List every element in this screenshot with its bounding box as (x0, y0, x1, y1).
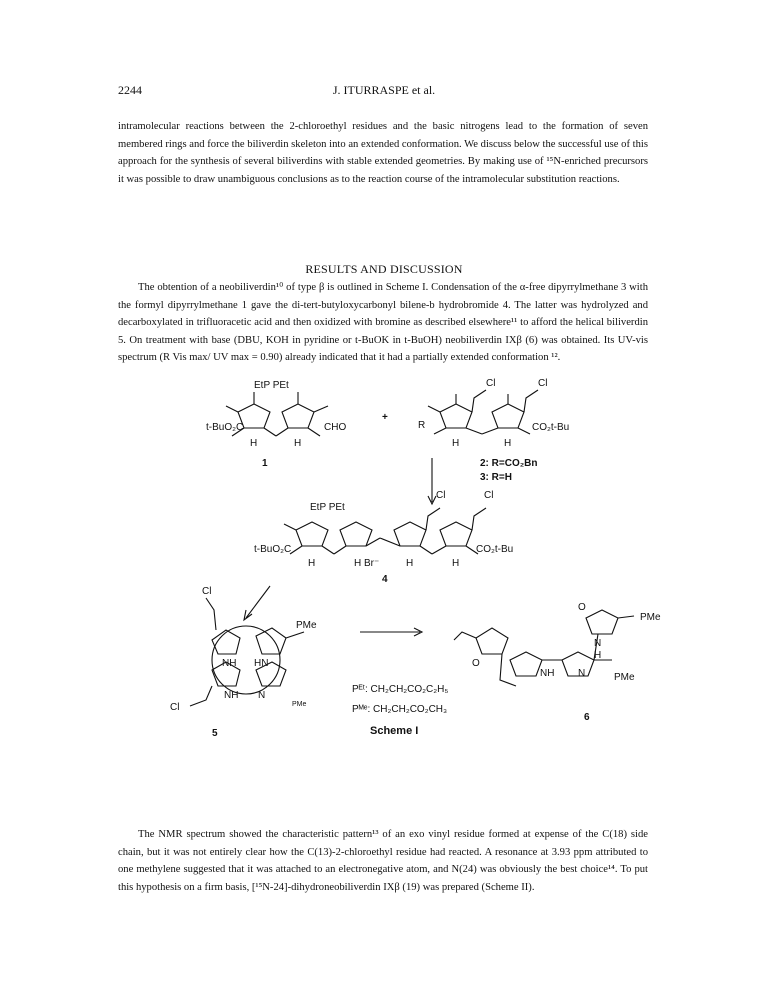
compound-4-label: 4 (382, 574, 388, 585)
c1-nh: H (250, 438, 258, 449)
c1-right: CHO (324, 422, 347, 433)
pyrrole-ring (440, 404, 472, 428)
c6-pme: PMe (640, 612, 661, 623)
c23-nh: H (452, 438, 460, 449)
c6-nh: NH (540, 668, 555, 679)
c5-nh23: NH (224, 690, 239, 701)
c5-cl: Cl (170, 702, 180, 713)
pyrrole-ring (296, 522, 328, 546)
scheme-title: Scheme I (370, 725, 419, 737)
c5-hn21: HN (254, 658, 269, 669)
c4-h: H (406, 558, 414, 569)
c6-h: H (594, 650, 602, 661)
running-header: J. ITURRASPE et al. (332, 83, 436, 97)
c4-right: CO₂t-Bu (476, 544, 514, 555)
plus-sign: + (382, 412, 388, 423)
c5-pme: PMe (296, 620, 317, 631)
legend-pme: Pᴹᵉ: CH₂CH₂CO₂CH₃ (352, 704, 448, 715)
compound-1-label: 1 (262, 458, 268, 469)
compound-5-label: 5 (212, 728, 218, 739)
section-heading: RESULTS AND DISCUSSION (305, 262, 463, 276)
c1-nh: H (294, 438, 302, 449)
c1-left: t-BuO₂C (206, 422, 244, 433)
page-number: 2244 (118, 83, 142, 97)
pyrrole-ring (492, 404, 524, 428)
paragraph-nmr (118, 826, 648, 896)
c5-nh24: NH (222, 658, 237, 669)
paragraph-results-text: The obtention of a neobiliverdin¹⁰ of type β is outlined in Scheme I. Condensation of the α-free dipyrrylmethane 3 with the formyl dipyrrylmethane 1 gave the di-tert-butyloxycarbonyl bilene-b hydrobromide 4. The latter was hydrolyzed and decarboxylated in trifluoracetic acid and then oxidized with bromine as described elsewhere¹¹ to afford the helical biliverdin 5. On treatment with base (DBU, KOH in pyridine or t-BuOK in t-BuOH) neobiliverdin IXβ (6) was obtained. Its UV-vis spectrum (R Vis max/ UV max = 0.90) already indicated that it had a partially extended conformation ¹². (118, 282, 648, 363)
c4-cl: Cl (484, 490, 494, 501)
c5-n22: N (258, 690, 266, 701)
c6-o: O (472, 658, 480, 669)
compound-6-label: 6 (584, 712, 590, 723)
c4-left: t-BuO₂C (254, 544, 292, 555)
scheme-figure (0, 370, 768, 790)
c4-h: H (308, 558, 316, 569)
paragraph-results (118, 279, 648, 367)
compound-3-label: 3: R=H (480, 472, 512, 483)
c23-right: CO₂t-Bu (532, 422, 570, 433)
c6-pme: PMe (614, 672, 635, 683)
c6-n: N (578, 668, 586, 679)
c23-cl: Cl (486, 378, 496, 389)
paragraph-intro (118, 118, 648, 188)
pyrrole-ring (440, 522, 472, 546)
c4-hbr: H Br⁻ (354, 558, 380, 569)
paragraph-nmr-text: The NMR spectrum showed the characteristic pattern¹³ of an exo vinyl residue formed at expense of the C(18) side chain, but it was not entirely clear how the C(13)-2-chloroethyl residue had reacted. A resonance at 3.93 ppm attributed to one methylene suggested that it was attached to an electronegative atom, and N(24) was obviously the best choice¹⁴. To put this hypothesis on a firm basis, [¹⁵N-24]-dihydroneobiliverdin IXβ (19) was prepared (Scheme II). (118, 829, 648, 893)
legend-pet: Pᴱᵗ: CH₂CH₂CO₂C₂H₅ (352, 684, 449, 695)
c23-r: R (418, 420, 426, 431)
c4-cl: Cl (436, 490, 446, 501)
c6-n: N (594, 638, 602, 649)
c5-cl: Cl (202, 586, 212, 597)
c4-subst: EtP PEt (310, 502, 345, 513)
pyrrole-ring (340, 522, 372, 546)
c5-pme: PMe (292, 701, 307, 708)
paragraph-intro-text: intramolecular reactions between the 2-chloroethyl residues and the basic nitrogens lead to the formation of seven membered rings and force the biliverdin skeleton into an extended conformation. We discuss below the successful use of this approach for the synthesis of several biliverdins with stable extended geometries. By making use of ¹⁵N-enriched precursors it was possible to draw unambiguous conclusions as to the reaction course of the intramolecular substitution reactions. (118, 121, 648, 185)
compound-2-label: 2: R=CO₂Bn (480, 458, 538, 469)
c1-subst: EtP PEt (254, 380, 289, 391)
pyrrole-ring (394, 522, 426, 546)
c6-o: O (578, 602, 586, 613)
c23-cl: Cl (538, 378, 548, 389)
c4-h: H (452, 558, 460, 569)
pyrrole-ring (282, 404, 314, 428)
c23-nh: H (504, 438, 512, 449)
